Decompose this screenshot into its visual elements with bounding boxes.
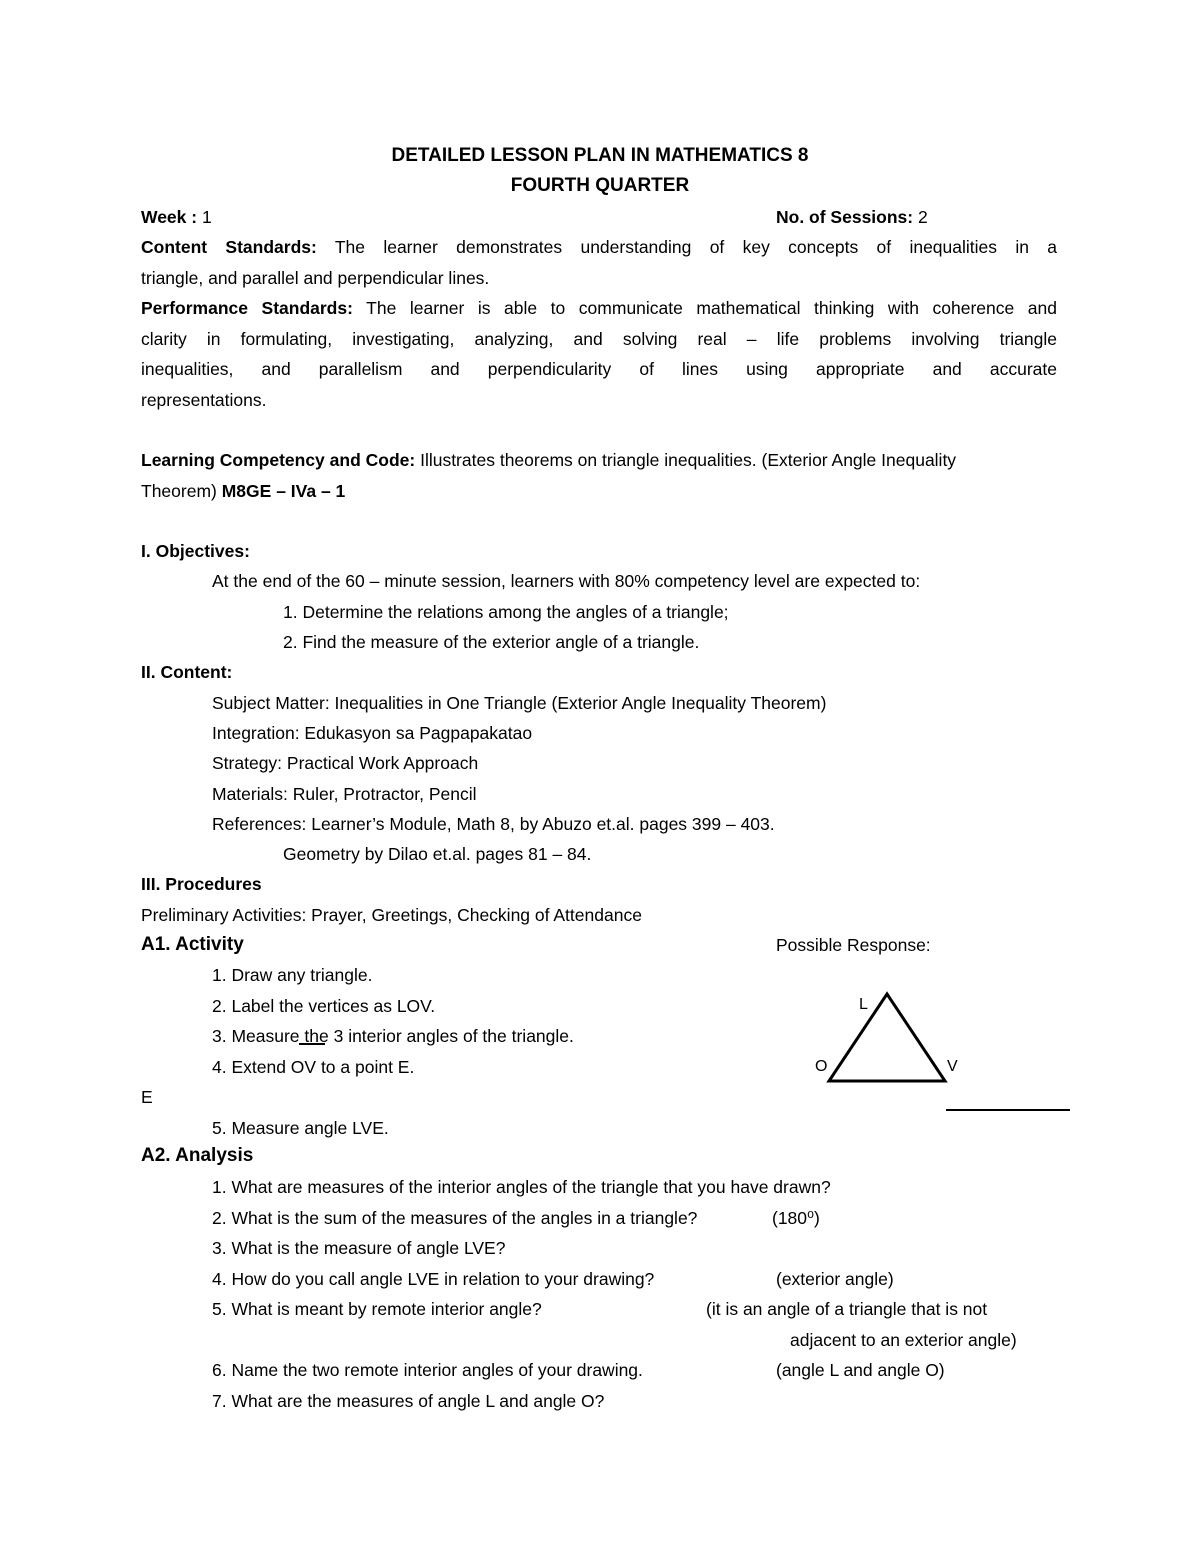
references: References: Learner’s Module, Math 8, by Abuzo et.al. pages 399 – 403. — [212, 814, 775, 834]
analysis-question: 4. How do you call angle LVE in relation to your drawing? — [212, 1269, 655, 1289]
learning-competency-label: Learning Competency and Code: — [141, 450, 416, 470]
activity-item: 1. Draw any triangle. — [212, 965, 373, 985]
analysis-question: 5. What is meant by remote interior angle? — [212, 1299, 542, 1319]
procedures-heading: III. Procedures — [141, 874, 262, 894]
stray-label-e: E — [141, 1087, 153, 1107]
analysis-answer: (exterior angle) — [776, 1269, 894, 1289]
performance-standards-line2: clarity in formulating, investigating, analyzing, and solving real – life problems involving triangle — [141, 329, 1057, 349]
objective-item: 2. Find the measure of the exterior angle of a triangle. — [283, 632, 700, 652]
objective-item: 1. Determine the relations among the angles of a triangle; — [283, 602, 729, 622]
page-subtitle: FOURTH QUARTER — [510, 175, 690, 196]
analysis-question: 6. Name the two remote interior angles of your drawing. — [212, 1360, 643, 1380]
activity-item: 5. Measure angle LVE. — [212, 1118, 389, 1138]
activity-item: 3. Measure the 3 interior angles of the triangle. — [212, 1026, 574, 1046]
vertex-l-label: L — [859, 996, 868, 1013]
performance-standards-line4: representations. — [141, 390, 267, 410]
triangle-lov — [829, 994, 945, 1081]
content-heading: II. Content: — [141, 662, 233, 682]
analysis-question: 3. What is the measure of angle LVE? — [212, 1238, 506, 1258]
analysis-answer: (angle L and angle O) — [776, 1360, 945, 1380]
week-value: 1 — [201, 207, 212, 227]
week-label: Week : — [141, 207, 198, 227]
preliminary-activities: Preliminary Activities: Prayer, Greetings, Checking of Attendance — [141, 905, 642, 925]
activity-heading: A1. Activity — [141, 934, 244, 955]
possible-response-label: Possible Response: — [776, 935, 931, 955]
learning-competency-line1: Learning Competency and Code: Illustrates theorems on triangle inequalities. (Exterior Angle Inequality — [141, 450, 957, 470]
objectives-intro: At the end of the 60 – minute session, learners with 80% competency level are expected to: — [212, 571, 921, 591]
references-continued: Geometry by Dilao et.al. pages 81 – 84. — [283, 844, 592, 864]
vertex-v-label: V — [947, 1058, 958, 1075]
learning-competency-line2: Theorem) M8GE – IVa – 1 — [141, 481, 346, 501]
analysis-answer: (180⁰) — [772, 1208, 820, 1228]
sessions-value: 2 — [917, 207, 928, 227]
performance-standards-line1: Performance Standards: The learner is able to communicate mathematical thinking with coherence and — [141, 298, 1057, 318]
integration: Integration: Edukasyon sa Pagpapakatao — [212, 723, 533, 743]
content-standards-line2: triangle, and parallel and perpendicular lines. — [141, 268, 490, 288]
activity-item: 4. Extend OV to a point E. — [212, 1057, 415, 1077]
competency-code: M8GE – IVa – 1 — [221, 481, 346, 501]
objectives-heading: I. Objectives: — [141, 541, 250, 561]
content-standards-line1: Content Standards: The learner demonstrates understanding of key concepts of inequalities in a — [141, 237, 1058, 257]
activity-item: 2. Label the vertices as LOV. — [212, 996, 436, 1016]
analysis-answer: (it is an angle of a triangle that is not — [706, 1299, 988, 1319]
analysis-question: 7. What are the measures of angle L and angle O? — [212, 1391, 605, 1411]
sessions-label: No. of Sessions: — [776, 207, 914, 227]
vertex-o-label: O — [815, 1058, 828, 1075]
materials: Materials: Ruler, Protractor, Pencil — [212, 784, 477, 804]
performance-standards-label: Performance Standards: — [141, 298, 353, 318]
analysis-answer-continued: adjacent to an exterior angle) — [790, 1330, 1017, 1350]
subject-matter: Subject Matter: Inequalities in One Triangle (Exterior Angle Inequality Theorem) — [212, 693, 827, 713]
content-standards-label: Content Standards: — [141, 237, 317, 257]
page-title: DETAILED LESSON PLAN IN MATHEMATICS 8 — [391, 145, 809, 166]
analysis-heading: A2. Analysis — [141, 1145, 254, 1166]
performance-standards-line3: inequalities, and parallelism and perpendicularity of lines using appropriate and accurate — [141, 359, 1057, 379]
analysis-question: 2. What is the sum of the measures of the angles in a triangle? — [212, 1208, 698, 1228]
strategy: Strategy: Practical Work Approach — [212, 753, 479, 773]
analysis-question: 1. What are measures of the interior angles of the triangle that you have drawn? — [212, 1177, 831, 1197]
